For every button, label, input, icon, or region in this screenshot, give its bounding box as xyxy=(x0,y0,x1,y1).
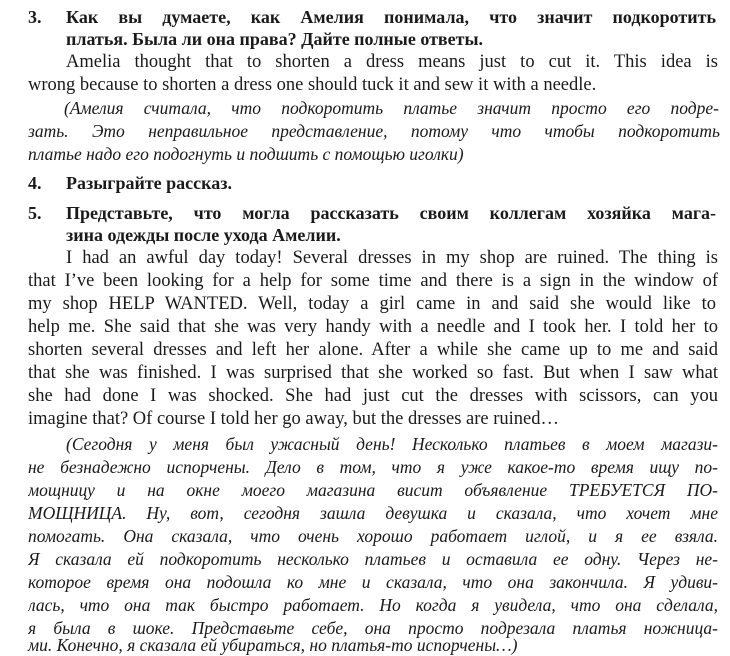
exercise-5-translation-line-2: не безнадежно испорчены. Дело в том, что я уже какое-то время ищу по- xyxy=(28,457,718,477)
exercise-5-translation-line-5: помогать. Она сказала, что очень хорошо работает иглой, и я ее взяла. xyxy=(28,526,718,546)
exercise-3-translation-line-3: платье надо его подогнуть и подшить с помощью иголки) xyxy=(28,144,464,164)
exercise-5-answer-line-7: she had done I was shocked. She had just cut the dresses with scissors, can you xyxy=(28,386,718,406)
exercise-3-answer-line-1: Amelia thought that to shorten a dress means just to cut it. This idea is xyxy=(66,52,718,72)
exercise-5-translation-line-1: (Сегодня у меня был ужасный день! Несколько платьев в моем магази- xyxy=(66,434,718,454)
exercise-3-number: 3. xyxy=(28,7,42,27)
exercise-5-translation-line-4: МОЩНИЦА. Ну, вот, сегодня зашла девушка и сказала, что хочет мне xyxy=(28,503,718,523)
exercise-5-translation-line-6: Я сказала ей подкоротить несколько платьев и оставила ее одну. Через не- xyxy=(28,549,718,569)
exercise-5-answer-line-4: help me. She said that she was very handy with a needle and I took her. I told her to xyxy=(28,317,718,337)
exercise-3-heading-line-1: Как вы думаете, как Амелия понимала, что значит подкоротить xyxy=(66,7,716,27)
exercise-5-translation-line-10: ми. Конечно, я сказала ей убираться, но платья-то испорчены…) xyxy=(28,635,518,655)
exercise-5-translation-line-8: лась, что она так быстро работает. Но когда я увидела, что она сделала, xyxy=(28,595,718,615)
exercise-5-answer-line-8: imagine that? Of course I told her go away, but the dresses are ruined… xyxy=(28,409,560,429)
exercise-5-number: 5. xyxy=(28,203,42,223)
exercise-5-translation-line-9: я была в шоке. Представьте себе, она просто подрезала платья ножница- xyxy=(28,618,718,638)
exercise-3-translation-line-2: зать. Это неправильное представление, потому что чтобы подкоротить xyxy=(28,121,720,141)
exercise-5-answer-line-2: that I’ve been looking for a help for some time and there is a sign in the window of xyxy=(28,271,718,291)
exercise-5-answer-line-5: shorten several dresses and left her alone. After a while she came up to me and said xyxy=(28,340,718,360)
exercise-5-heading-line-2: зина одежды после ухода Амелии. xyxy=(66,225,341,245)
exercise-3-answer-line-2: wrong because to shorten a dress one should tuck it and sew it with a needle. xyxy=(28,75,597,95)
exercise-4-number: 4. xyxy=(28,173,42,193)
exercise-5-answer-line-3: my shop HELP WANTED. Well, today a girl came in and said she would like to xyxy=(28,294,716,314)
exercise-5-answer-line-1: I had an awful day today! Several dresses in my shop are ruined. The thing is xyxy=(66,248,718,268)
exercise-4-heading: Разыграйте рассказ. xyxy=(66,173,232,193)
exercise-5-translation-line-7: которое время она подошла ко мне и сказала, что она закончила. Я удиви- xyxy=(28,572,718,592)
exercise-3-translation-line-1: (Амелия считала, что подкоротить платье значит просто его подре- xyxy=(64,98,719,118)
exercise-5-heading-line-1: Представьте, что могла рассказать своим коллегам хозяйка мага- xyxy=(66,203,716,223)
exercise-5-answer-line-6: that she was finished. I was surprised that she worked so fast. But when I saw what xyxy=(28,363,718,383)
exercise-5-translation-line-3: мощницу и на окне моего магазина висит объявление ТРЕБУЕТСЯ ПО- xyxy=(28,480,718,500)
exercise-3-heading-line-2: платья. Была ли она права? Дайте полные ответы. xyxy=(66,29,484,49)
